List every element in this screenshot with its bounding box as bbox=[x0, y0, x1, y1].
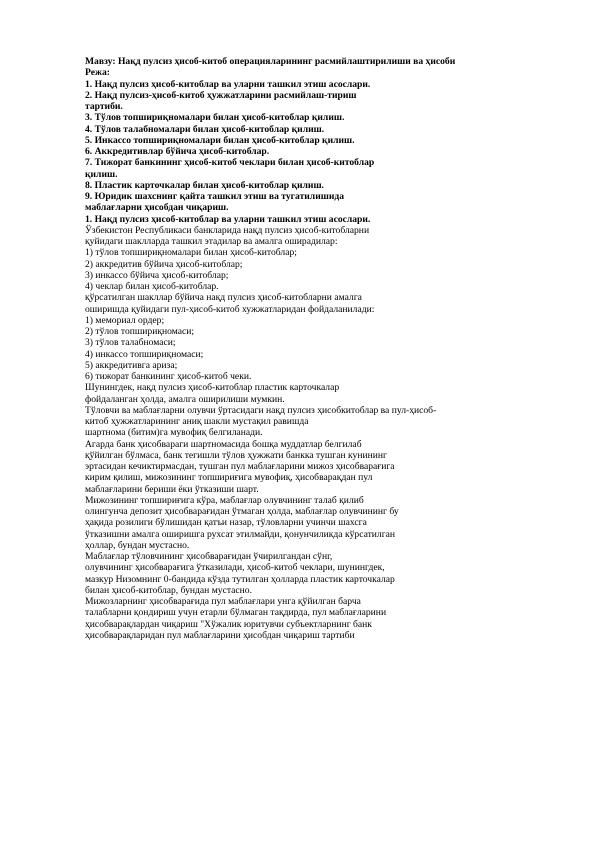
list-item: 4) чеклар билан ҳисоб-китоблар. bbox=[85, 281, 219, 292]
body-line: қўйилган бўлмаса, банк тегишли тўлов ҳужжати банкка тушган кунининг bbox=[85, 449, 387, 461]
plan-item-5: 5. Инкассо топшириқномалари билан ҳисоб-китоблар қилиш. bbox=[85, 134, 355, 146]
body-line: фойдаланган ҳолда, амалга оширилиши мумкин. bbox=[85, 393, 285, 405]
body-line: ҳисобварақларидан пул маблағларини ҳисобдан чиқариш тартиби bbox=[85, 629, 355, 641]
body-line: талабларни қондириш учун етарли бўлмаган тақдирда, пул маблағларини bbox=[85, 607, 387, 619]
list-item: 6) тижорат банкининг ҳисоб-китоб чеки. bbox=[85, 371, 252, 382]
body-line: Тўловчи ва маблағларни олувчи ўртасидаги нақд пулсиз ҳисобкитоблар ва пул-ҳисоб- bbox=[85, 404, 437, 416]
body-line: ҳақида розилиги бўлишидан қатъи назар, тўловларни учинчи шахсга bbox=[85, 517, 367, 529]
body-line: ўтказишни амалга оширишга рухсат этилмайди, қонунчиликда кўрсатилган bbox=[85, 528, 396, 540]
plan-item-7: 7. Тижорат банкининг ҳисоб-китоб чеклари билан ҳисоб-китоблар bbox=[85, 157, 375, 169]
document-body bbox=[85, 225, 565, 641]
body-line: олувчининг ҳисобварағига ўтказилади, ҳисоб-китоб чеклари, шунингдек, bbox=[85, 562, 385, 574]
body-line: қуйидаги шаклларда ташкил этадилар ва амалга оширадилар: bbox=[85, 236, 338, 247]
plan-item-1: 1. Нақд пулсиз ҳисоб-китоблар ва уларни ташкил этиш асослари. bbox=[85, 78, 371, 90]
plan-item-7-continued: қилиш. bbox=[85, 168, 118, 180]
body-line: ҳоллар, бундан мустасно. bbox=[85, 539, 190, 551]
body-line: эртасидан кечиктирмасдан, тушган пул маблағларини мижоз ҳисобварағига bbox=[85, 461, 395, 472]
body-line: шартнома (битим)га мувофиқ белгиланади. bbox=[85, 427, 263, 439]
list-item: 2) аккредитив бўйича ҳисоб-китоблар; bbox=[85, 258, 243, 270]
plan-label: Режа: bbox=[85, 67, 110, 79]
body-line: Шунингдек, нақд пулсиз ҳисоб-китоблар пластик карточкалар bbox=[85, 382, 340, 394]
plan-item-8: 8. Пластик карточкалар билан ҳисоб-китоблар қилиш. bbox=[85, 179, 324, 191]
plan-item-2-continued: тартиби. bbox=[85, 101, 123, 112]
list-item: 3) инкассо бўйича ҳисоб-китоблар; bbox=[85, 269, 229, 281]
plan-item-3: 3. Тўлов топшириқномалари билан ҳисоб-китоблар қилиш. bbox=[85, 112, 345, 124]
plan-item-6: 6. Аккредитивлар бўйича ҳисоб-китоблар. bbox=[85, 146, 270, 157]
plan-item-9-continued: маблағларни ҳисобдан чиқариш. bbox=[85, 202, 229, 214]
plan-item-4: 4. Тўлов талабномалари билан ҳисоб-китоблар қилиш. bbox=[85, 123, 325, 135]
body-line: Мижозларнинг ҳисобварағида пул маблағлари унга қўйилган барча bbox=[85, 596, 361, 607]
plan-item-2: 2. Нақд пулсиз-ҳисоб-китоб ҳужжатларини расмийлаш-тириш bbox=[85, 89, 357, 101]
document-page bbox=[85, 56, 565, 641]
list-item: 2) тўлов топшириқномаси; bbox=[85, 326, 195, 337]
body-line: олингунча депозит ҳисобварағидан ўтмаган ҳолда, маблағлар олувчининг бу bbox=[85, 506, 399, 517]
plan-item-9: 9. Юридик шахснинг қайта ташкил этиш ва тугатилишида bbox=[85, 191, 344, 202]
list-item: 3) тўлов талабномаси; bbox=[85, 337, 176, 349]
list-item: 1) мемориал ордер; bbox=[85, 314, 165, 326]
body-line: Ўзбекистон Республикаси банкларида нақд пулсиз ҳисоб-китобларни bbox=[85, 224, 370, 236]
body-line: мазкур Низомнинг 0-бандида кўзда тутилган ҳолларда пластик карточкалар bbox=[85, 573, 395, 585]
body-line: Маблағлар тўловчининг ҳисобварағидан ўчирилгандан сўнг, bbox=[85, 551, 333, 562]
body-line: билан ҳисоб-китоблар, бундан мустасно. bbox=[85, 584, 252, 596]
body-line: ҳисобварақлардан чиқариш "Хўжалик юритувчи субъектларнинг банк bbox=[85, 618, 372, 630]
body-line: Агарда банк ҳисобвараги шартномасида бошқа муддатлар белгилаб bbox=[85, 438, 362, 450]
body-line: маблағларини бериши ёки ўтказиши шарт. bbox=[85, 483, 259, 495]
list-item: 5) аккредитивга ариза; bbox=[85, 359, 178, 371]
body-line: оширишда қуйидаги пул-ҳисоб-китоб хужжатларидан фойдаланилади: bbox=[85, 303, 375, 315]
document-title: Мавзу: Нақд пулсиз ҳисоб-китоб операцияларининг расмийлаштирилиши ва ҳисоби bbox=[85, 56, 456, 67]
document-heading bbox=[85, 56, 565, 225]
list-item: 4) инкассо топшириқномаси; bbox=[85, 348, 204, 360]
body-line: кирим қилиш, мижозининг топшириғига мувофиқ, ҳисобварақдан пул bbox=[85, 472, 373, 484]
body-line: қўрсатилган шакллар бўйича нақд пулсиз ҳисоб-китобларни амалга bbox=[85, 292, 362, 304]
body-line: Мижозининг топшириғига кўра, маблағлар олувчининг талаб қилиб bbox=[85, 494, 364, 506]
list-item: 1) тўлов топшириқномалари билан ҳисоб-китоблар; bbox=[85, 247, 297, 259]
section-heading: 1. Нақд пулсиз ҳисоб-китоблар ва уларни ташкил этиш асослари. bbox=[85, 213, 371, 225]
body-line: китоб ҳужжатларининг аниқ шакли мустақил равишда bbox=[85, 416, 309, 427]
